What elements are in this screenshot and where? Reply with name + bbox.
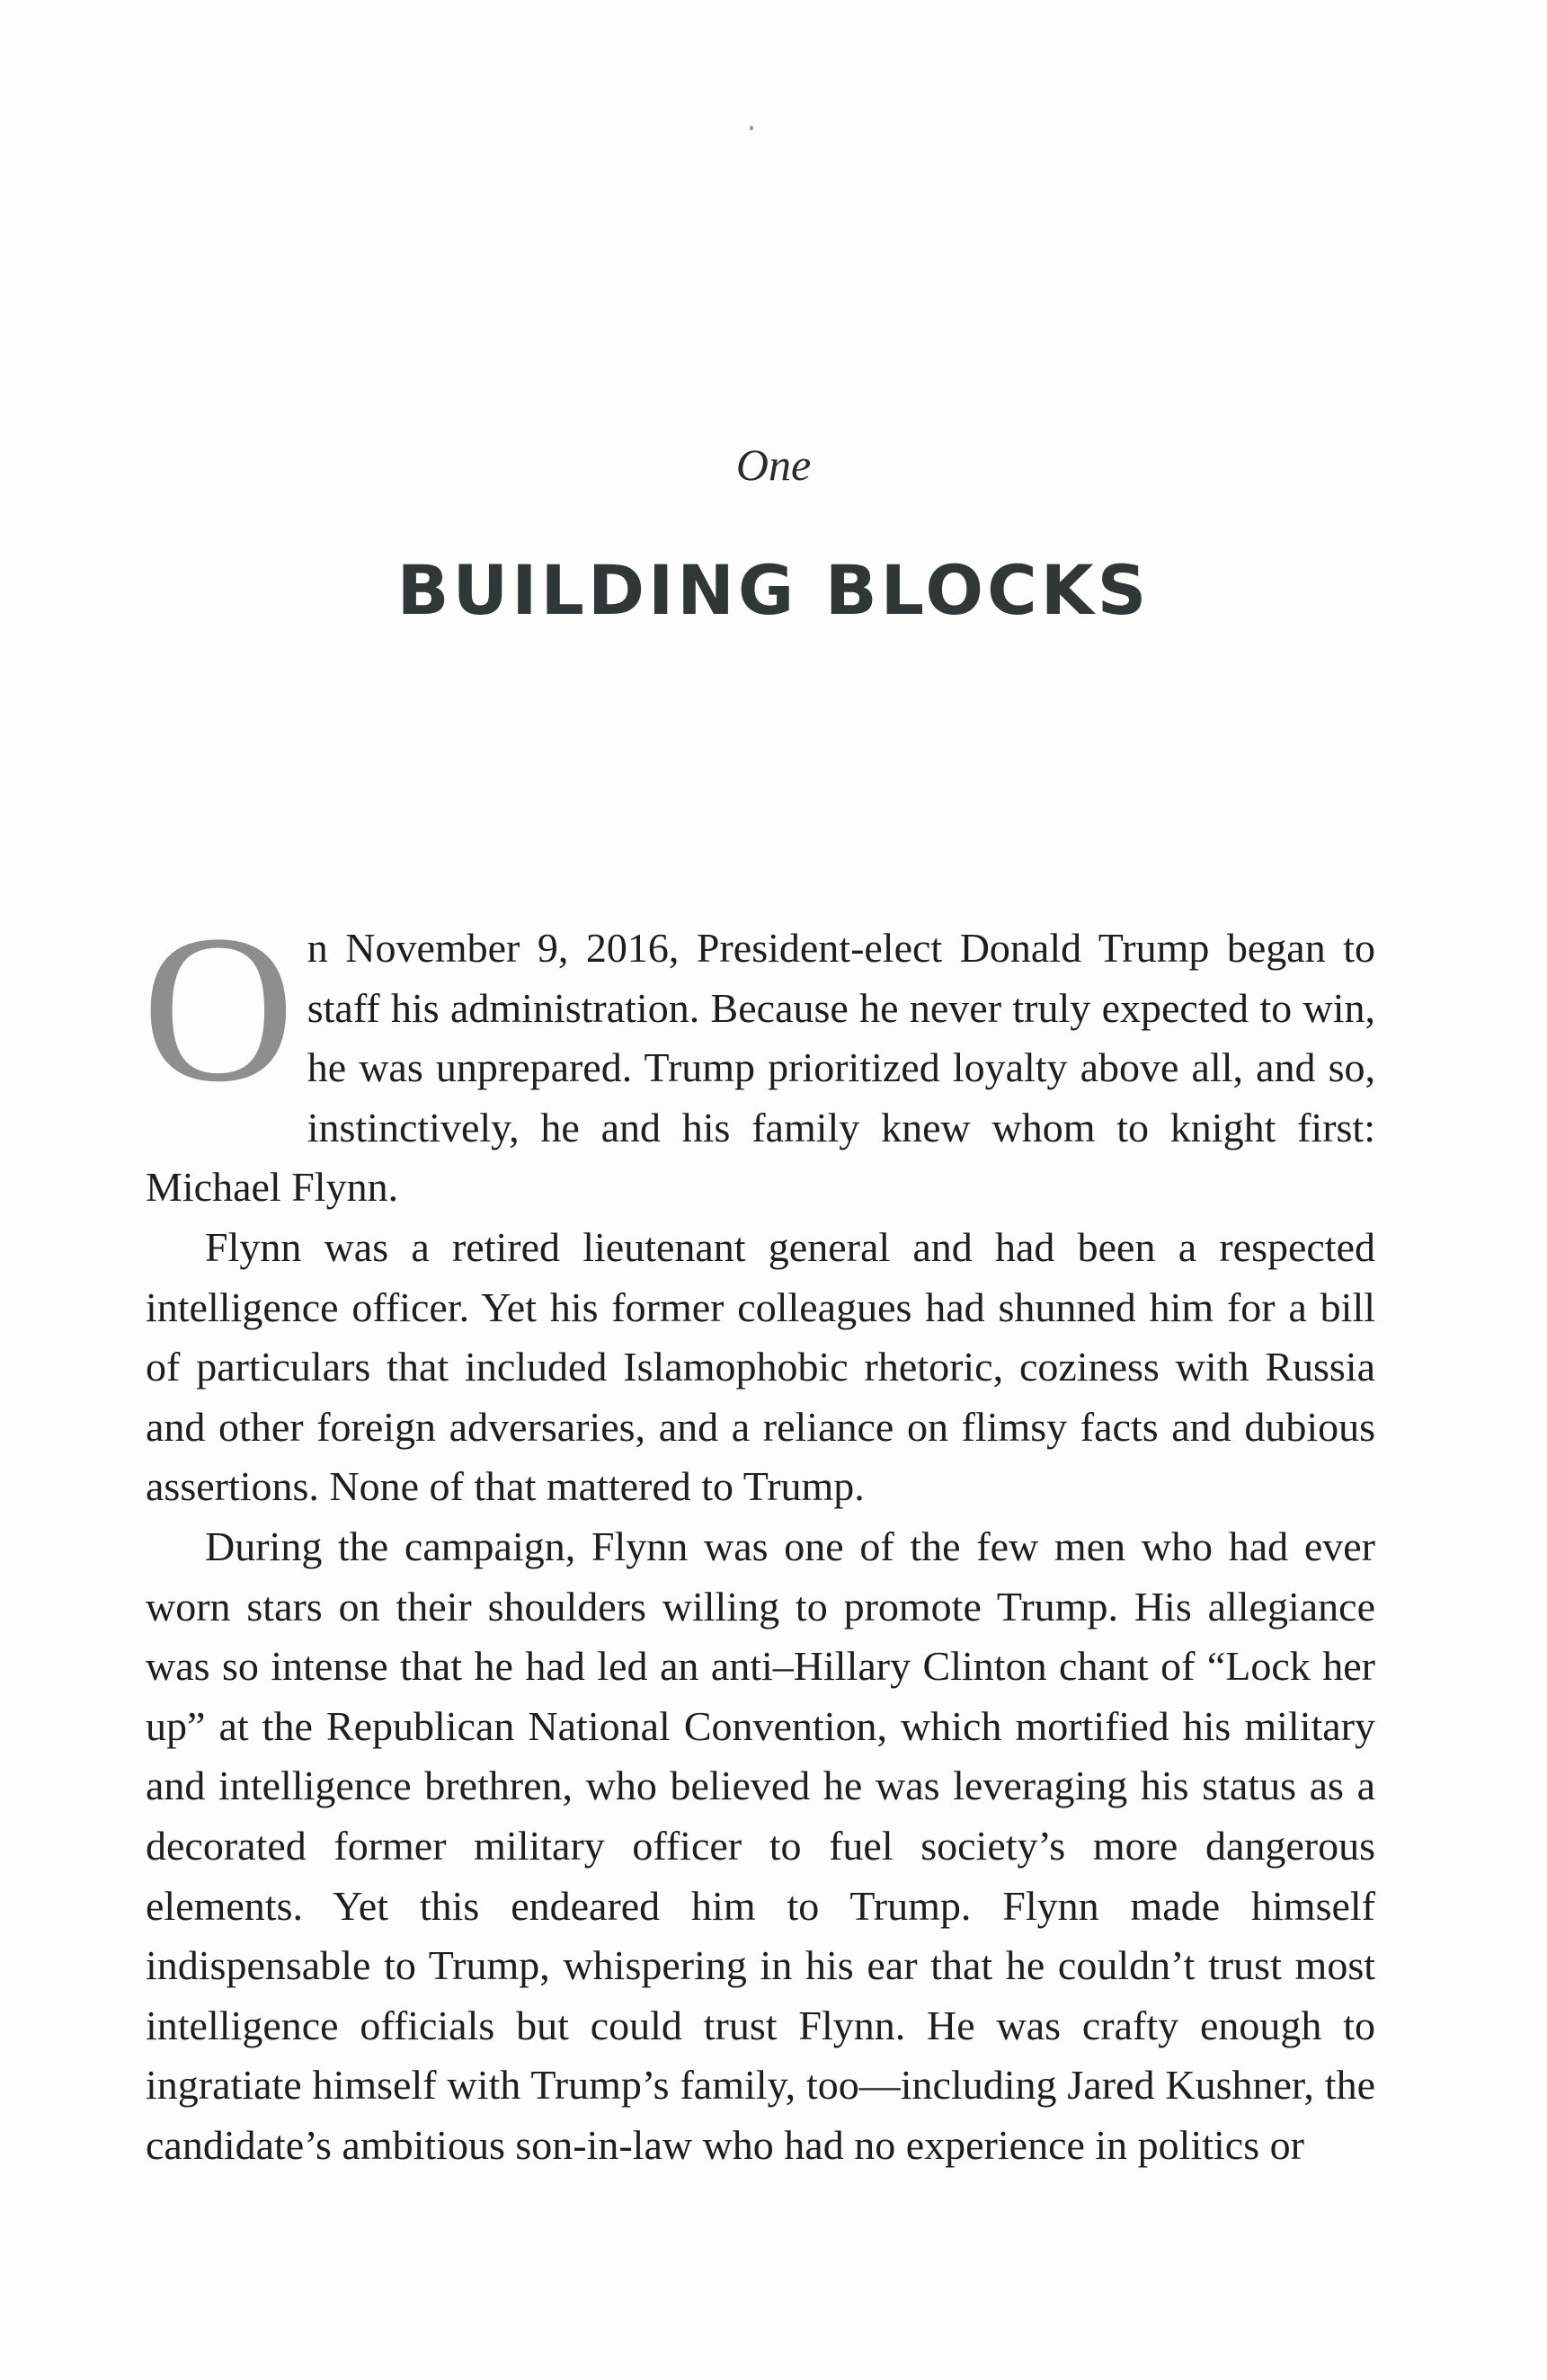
paragraph-1-text: n November 9, 2016, President-elect Donald Trump began to staff his administration. Because he never truly expected to win, he was unprepared. Trump prioritized loyalty above all, and so, instinctively, he and his family knew whom to knight first: Michael Flynn.	[146, 925, 1375, 1211]
chapter-number: One	[735, 440, 812, 490]
stray-mark	[750, 126, 753, 130]
chapter-title: BUILDING BLOCKS	[396, 550, 1151, 630]
paragraph-3: During the campaign, Flynn was one of the few men who had ever worn stars on their shoulders willing to promote Trump. His allegiance was so intense that he had led an anti–Hillary Clinton chant of “Lock her up” at the Republican National Convention, which mortified his military and intelligence brethren, who believed he was leveraging his status as a decorated former military officer to fuel society’s more dangerous elements. Yet this endeared him to Trump. Flynn made himself indispensable to Trump, whispering in his ear that he couldn’t trust most intelligence officials but could trust Flynn. He was crafty enough to ingratiate himself with Trump’s family, too—including Jared Kushner, the candidate’s ambitious son-in-law who had no experience in politics or	[146, 1523, 1375, 2168]
chapter-body	[142, 892, 1375, 2175]
paragraph-2: Flynn was a retired lieutenant general and had been a respected intelligence officer. Yet his former colleagues had shunned him for a bill of particulars that included Islamophobic rhetoric, coziness with Russia and other foreign adversaries, and a reliance on flimsy facts and dubious assertions. None of that mattered to Trump.	[146, 1223, 1375, 1510]
paragraph-1	[142, 892, 1375, 1218]
drop-cap: O	[142, 892, 295, 1125]
